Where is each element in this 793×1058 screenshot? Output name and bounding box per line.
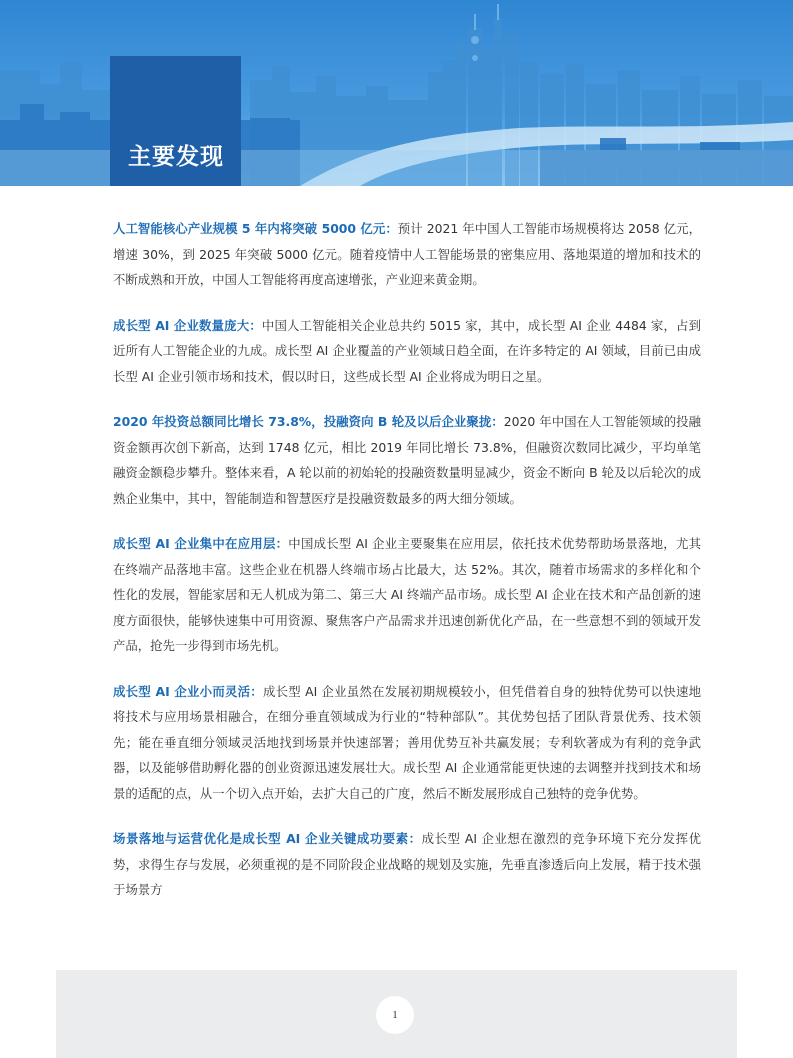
finding-heading: 成长型 AI 企业小而灵活： [113,683,263,699]
section-title-box [110,56,241,186]
finding-body: 中国人工智能相关企业总共约 5015 家，其中，成长型 AI 企业 4484 家，占到近所有人工智能企业的九成。成长型 AI 企业覆盖的产业领域日趋全面，在许多特定的 AI 领域，目前已由成长型 AI 企业引领市场和技术，假以时日，这些成长型 AI 企业将成为明日之星。 [113,317,701,384]
finding-paragraph [113,409,701,511]
finding-paragraph [113,216,701,293]
finding-heading: 成长型 AI 企业集中在应用层： [113,536,289,551]
finding-paragraph [113,313,701,390]
finding-paragraph [113,531,701,659]
finding-body: 2020 年中国在人工智能领域的投融资金额再次创下新高，达到 1748 亿元，相比 2019 年同比增长 73.8%，但融资次数同比减少，平均单笔融资金额稳步攀升。整体来看，A 轮以前的初始轮的投融资数量明显减少，资金不断向 B 轮及以后轮次的成熟企业集中，其中，智能制造和智慧医疗是投融资数最多的两大细分领域。 [113,414,701,506]
page-number: 1 [376,996,414,1034]
finding-heading: 人工智能核心产业规模 5 年内将突破 5000 亿元： [113,221,398,236]
page-footer [56,970,737,1058]
finding-body: 成长型 AI 企业想在激烈的竞争环境下充分发挥优势，求得生存与发展，必须重视的是不同阶段企业战略的规划及实施，先垂直渗透后向上发展，精于技术强于场景方 [113,831,701,897]
finding-paragraph [113,679,701,807]
finding-paragraph [113,826,701,903]
findings-content [113,216,701,923]
finding-heading: 成长型 AI 企业数量庞大： [113,317,262,333]
finding-body: 中国成长型 AI 企业主要聚集在应用层，依托技术优势帮助场景落地，尤其在终端产品落地丰富。这些企业在机器人终端市场占比最大，达 52%。其次，随着市场需求的多样化和个性化的发展，智能家居和无人机成为第二、第三大 AI 终端产品市场。成长型 AI 企业在技术和产品创新的速度方面很快，能够快速集中可用资源、聚焦客户产品需求并迅速创新优化产品，在一些意想不到的领域开发产品，抢先一步得到市场先机。 [113,536,701,653]
header-banner [0,0,793,186]
finding-body: 成长型 AI 企业虽然在发展初期规模较小，但凭借着自身的独特优势可以快速地将技术与应用场景相融合，在细分垂直领域成为行业的“特种部队”。其优势包括了团队背景优秀、技术领先；能在垂直细分领域灵活地找到场景并快速部署；善用优势互补共赢发展；专利软著成为有利的竞争武器，以及能够借助孵化器的创业资源迅速发展壮大。成长型 AI 企业通常能更快速的去调整并找到技术和场景的适配的点，从一个切入点开始，去扩大自己的广度，然后不断发展形成自己独特的竞争优势。 [113,683,702,801]
finding-heading: 场景落地与运营优化是成长型 AI 企业关键成功要素： [113,831,422,846]
finding-heading: 2020 年投资总额同比增长 73.8%，投融资向 B 轮及以后企业聚拢： [113,414,504,429]
page-title: 主要发现 [128,144,224,170]
finding-body: 预计 2021 年中国人工智能市场规模将达 2058 亿元，增速 30%，到 2025 年突破 5000 亿元。随着疫情中人工智能场景的密集应用、落地渠道的增加和技术的不断成熟和开放，中国人工智能将再度高速增张，产业迎来黄金期。 [113,221,701,287]
